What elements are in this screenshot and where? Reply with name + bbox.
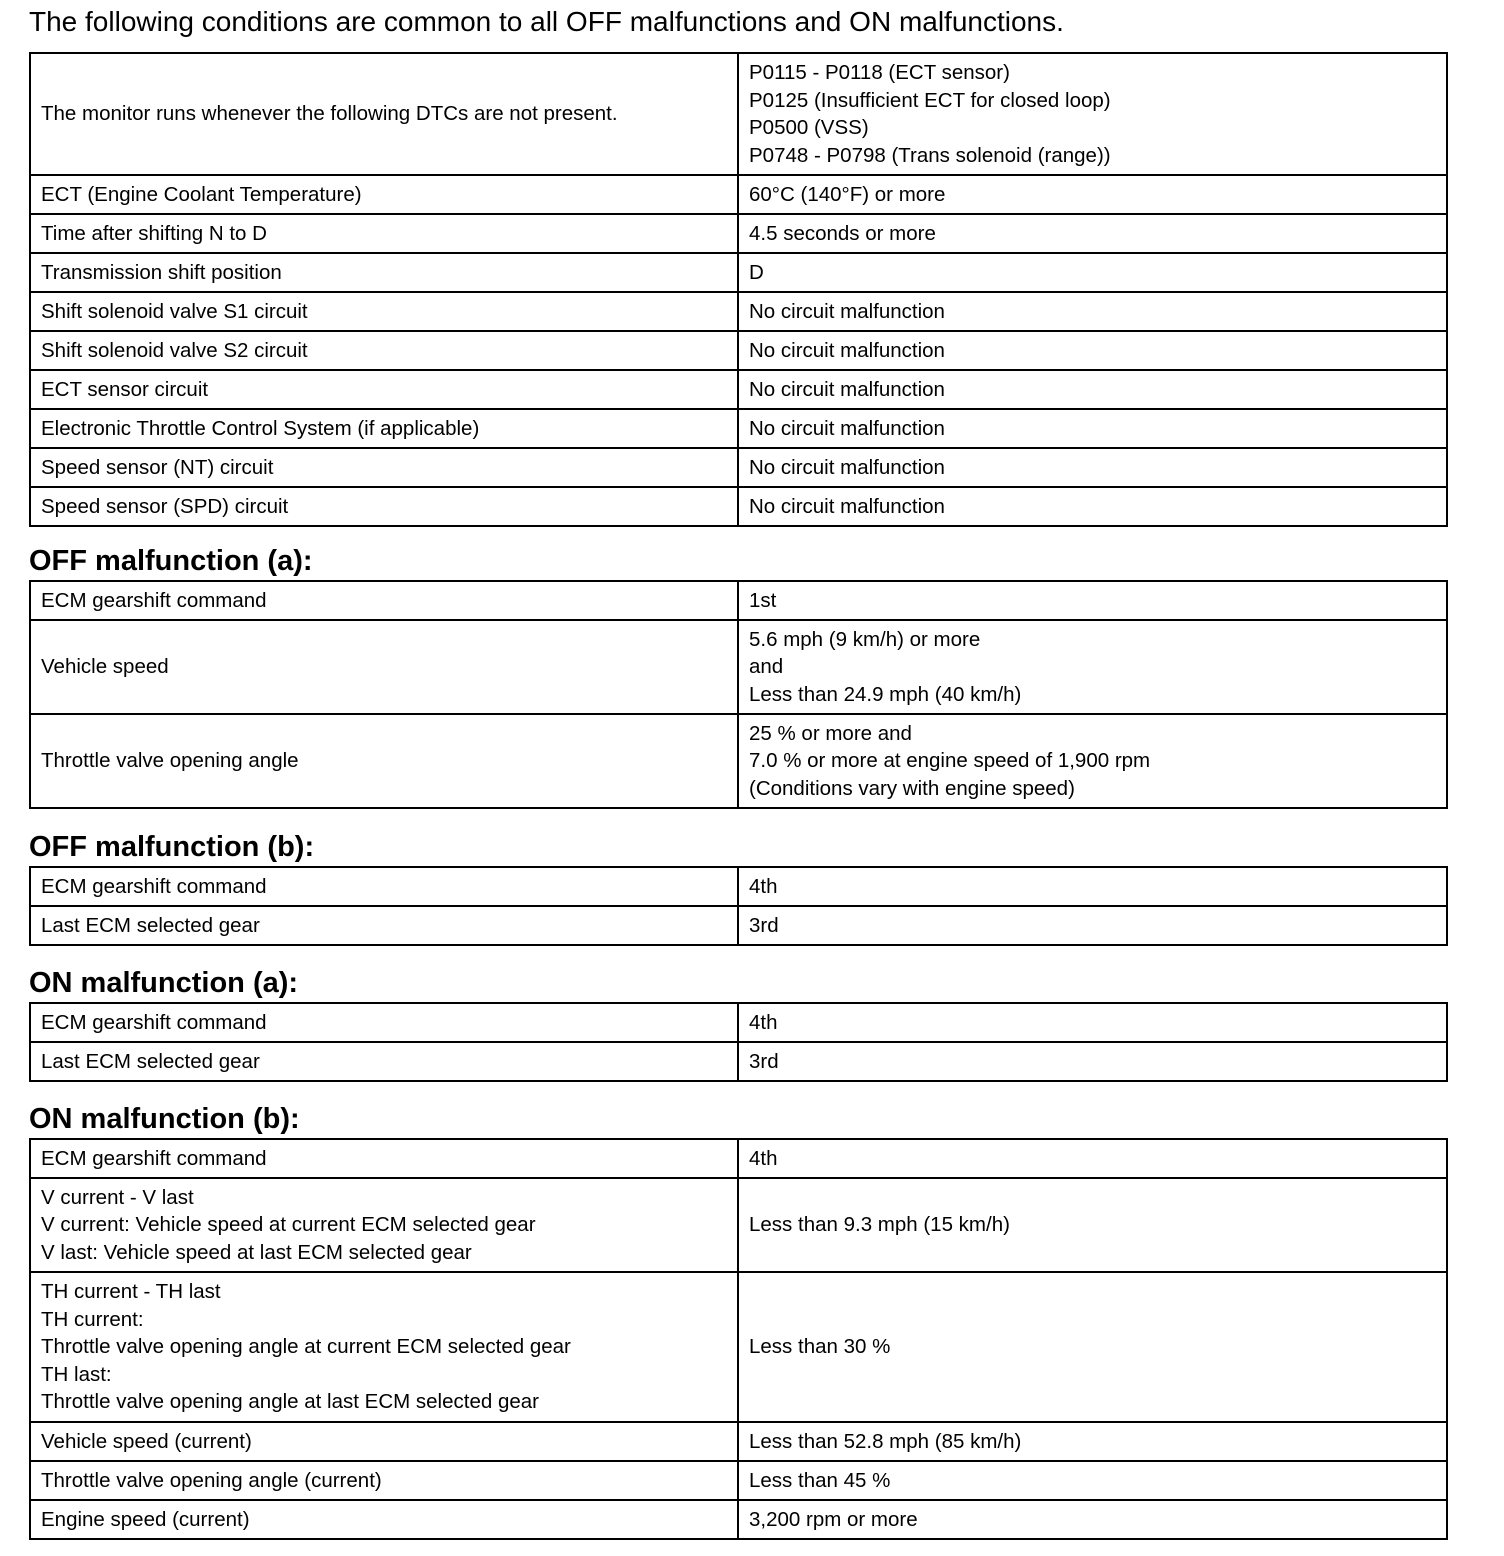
cell-line: TH current: [41,1307,144,1331]
cell-line: 25 % or more and [749,721,912,745]
condition-label [30,292,738,331]
cell-line: No circuit malfunction [749,416,945,440]
cell-line: ECM gearshift command [41,588,267,612]
condition-label [30,714,738,808]
condition-label [30,906,738,945]
condition-label [30,448,738,487]
condition-label [30,370,738,409]
cell-line: Throttle valve opening angle at current ECM selected gear [41,1335,571,1359]
cell-line: Time after shifting N to D [41,221,267,245]
condition-value [738,409,1447,448]
cell-line: Throttle valve opening angle [41,749,299,773]
condition-label [30,1500,738,1539]
table-row [30,331,1447,370]
condition-value [738,175,1447,214]
table-row [30,906,1447,945]
off-malfunction-b-heading: OFF malfunction (b): [29,831,315,863]
table-row [30,867,1447,906]
condition-value [738,906,1447,945]
condition-label [30,1139,738,1178]
cell-line: No circuit malfunction [749,338,945,362]
cell-line: Shift solenoid valve S1 circuit [41,299,308,323]
cell-line: ECT (Engine Coolant Temperature) [41,182,362,206]
cell-line: and [749,655,784,679]
on-malfunction-a-heading: ON malfunction (a): [29,967,299,999]
cell-line: 7.0 % or more at engine speed of 1,900 rpm [749,749,1151,773]
cell-line: Speed sensor (NT) circuit [41,455,274,479]
condition-label [30,409,738,448]
table-row [30,581,1447,620]
cell-line: Speed sensor (SPD) circuit [41,494,289,518]
on-malfunction-b-heading: ON malfunction (b): [29,1103,300,1135]
cell-line: 1st [749,588,777,612]
cell-line: 4.5 seconds or more [749,221,936,245]
condition-value [738,1003,1447,1042]
cell-line: TH last: [41,1362,112,1386]
cell-line: V current - V last [41,1185,194,1209]
condition-value [738,581,1447,620]
off-malfunction-a-heading: OFF malfunction (a): [29,545,313,577]
condition-value [738,714,1447,808]
condition-label [30,1178,738,1272]
condition-value [738,370,1447,409]
condition-value [738,214,1447,253]
cell-line: 4th [749,874,778,898]
condition-value [738,1139,1447,1178]
cell-line: Less than 30 % [749,1335,891,1359]
on-malfunction-a-table [29,1002,1448,1082]
condition-value [738,292,1447,331]
cell-line: Less than 9.3 mph (15 km/h) [749,1213,1010,1237]
table-row [30,1178,1447,1272]
condition-label [30,1461,738,1500]
condition-label [30,867,738,906]
table-row [30,175,1447,214]
table-row [30,214,1447,253]
intro-text: The following conditions are common to all OFF malfunctions and ON malfunctions. [29,6,1064,37]
cell-line: Engine speed (current) [41,1507,250,1531]
condition-value [738,1272,1447,1422]
table-row [30,292,1447,331]
condition-label [30,331,738,370]
table-row [30,487,1447,526]
cell-line: P0500 (VSS) [749,116,869,139]
cell-line: Electronic Throttle Control System (if applicable) [41,416,480,440]
cell-line: 3rd [749,1049,779,1073]
condition-value [738,1461,1447,1500]
cell-line: ECM gearshift command [41,874,267,898]
table-row [30,1500,1447,1539]
cell-line: (Conditions vary with engine speed) [749,776,1075,800]
condition-value [738,1042,1447,1081]
cell-line: No circuit malfunction [749,377,945,401]
condition-label [30,1272,738,1422]
condition-value [738,487,1447,526]
cell-line: Throttle valve opening angle at last ECM selected gear [41,1390,539,1414]
condition-label [30,620,738,714]
cell-line: Less than 24.9 mph (40 km/h) [749,682,1022,706]
table-row [30,1461,1447,1500]
cell-line: Last ECM selected gear [41,1049,260,1073]
cell-line: P0115 - P0118 (ECT sensor) [749,61,1010,84]
table-row [30,1003,1447,1042]
condition-value [738,253,1447,292]
condition-label [30,487,738,526]
cell-line: Last ECM selected gear [41,913,260,937]
condition-value [738,1178,1447,1272]
condition-value [738,1500,1447,1539]
cell-line: No circuit malfunction [749,299,945,323]
cell-line: 5.6 mph (9 km/h) or more [749,627,981,651]
condition-value [738,53,1447,175]
cell-line: Vehicle speed [41,655,169,679]
cell-line: Throttle valve opening angle (current) [41,1468,382,1492]
condition-label [30,1042,738,1081]
on-malfunction-b-table [29,1138,1448,1540]
condition-label [30,1003,738,1042]
table-row [30,714,1447,808]
condition-value [738,1422,1447,1461]
condition-value [738,331,1447,370]
cell-line: ECM gearshift command [41,1146,267,1170]
cell-line: Shift solenoid valve S2 circuit [41,338,308,362]
table-row [30,53,1447,175]
table-row [30,448,1447,487]
condition-label [30,581,738,620]
condition-label [30,1422,738,1461]
condition-value [738,620,1447,714]
table-row [30,1139,1447,1178]
cell-line: V last: Vehicle speed at last ECM selected gear [41,1240,472,1264]
condition-value [738,448,1447,487]
cell-line: 60°C (140°F) or more [749,182,946,206]
table-row [30,370,1447,409]
condition-label [30,253,738,292]
table-row [30,1272,1447,1422]
condition-label [30,214,738,253]
cell-line: No circuit malfunction [749,494,945,518]
common-conditions-table [29,52,1448,527]
cell-line: V current: Vehicle speed at current ECM selected gear [41,1213,536,1237]
off-malfunction-b-table [29,866,1448,946]
cell-line: The monitor runs whenever the following DTCs are not present. [41,102,618,126]
cell-line: Less than 52.8 mph (85 km/h) [749,1429,1022,1453]
table-row [30,620,1447,714]
cell-line: D [749,260,764,284]
cell-line: ECT sensor circuit [41,377,209,401]
table-row [30,1422,1447,1461]
cell-line: Less than 45 % [749,1468,891,1492]
cell-line: 3rd [749,913,779,937]
table-row [30,253,1447,292]
cell-line: TH current - TH last [41,1280,221,1304]
condition-label [30,175,738,214]
cell-line: Vehicle speed (current) [41,1429,252,1453]
condition-label [30,53,738,175]
cell-line: 4th [749,1146,778,1170]
cell-line: P0125 (Insufficient ECT for closed loop) [749,88,1111,112]
table-row [30,1042,1447,1081]
cell-line: Transmission shift position [41,260,282,284]
condition-value [738,867,1447,906]
cell-line: 3,200 rpm or more [749,1507,918,1531]
cell-line: P0748 - P0798 (Trans solenoid (range)) [749,143,1111,167]
cell-line: 4th [749,1010,778,1034]
cell-line: No circuit malfunction [749,455,945,479]
table-row [30,409,1447,448]
cell-line: ECM gearshift command [41,1010,267,1034]
off-malfunction-a-table [29,580,1448,809]
